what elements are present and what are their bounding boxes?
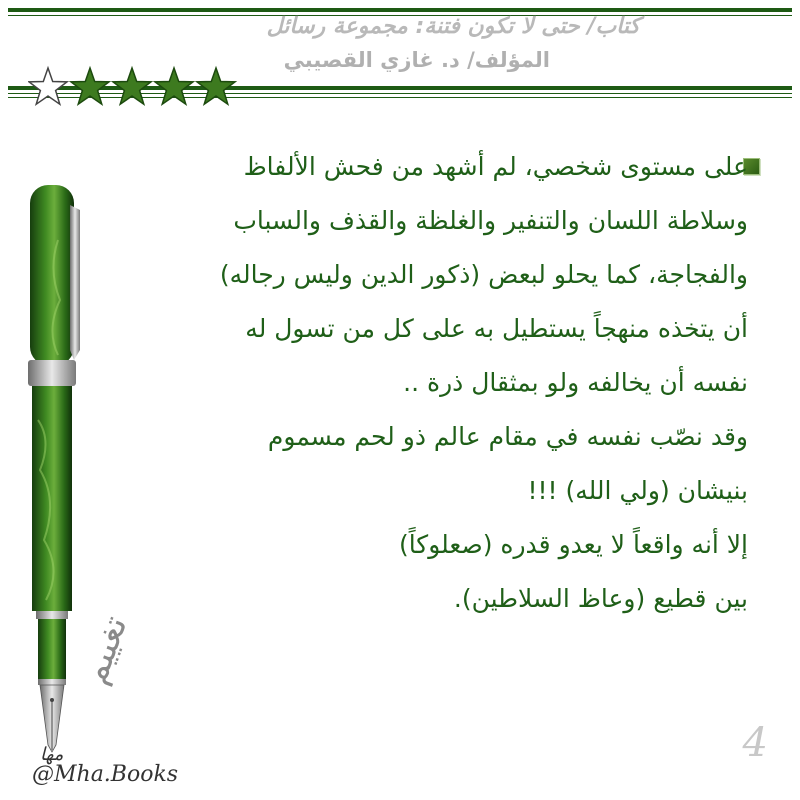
top-rule-thick — [8, 8, 792, 12]
page-number: 4 — [742, 720, 768, 766]
star-filled-icon — [71, 68, 109, 104]
body-line: وقد نصّب نفسه في مقام عالم ذو لحم مسموم — [267, 422, 748, 451]
star-filled-icon — [113, 68, 151, 104]
body-line: وسلاطة اللسان والتنفير والغلظة والقذف والسباب — [233, 206, 748, 235]
star-filled-icon — [155, 68, 193, 104]
body-line: إلا أنه واقعاً لا يعدو قدره (صعلوكاً) — [398, 530, 748, 559]
body-line: على مستوى شخصي، لم أشهد من فحش الألفاظ — [243, 152, 748, 181]
body-line: نفسه أن يخالفه ولو بمثقال ذرة .. — [403, 368, 748, 397]
body-line: أن يتخذه منهجاً يستطيل به على كل من تسول له — [245, 314, 748, 343]
star-rating — [28, 64, 238, 110]
body-line: بين قطيع (وعاظ السلاطين). — [453, 584, 748, 613]
star-filled-icon — [197, 68, 235, 104]
author-line: المؤلف/ د. غازي القصيبي — [283, 48, 550, 72]
signature: مها — [40, 744, 64, 765]
handle-text: @Mha.Books — [32, 762, 179, 787]
body-line: والفجاجة، كما يحلو لبعض (ذكور الدين وليس رجاله) — [219, 260, 748, 289]
book-title-line: كتاب/ حتى لا تكون فتنة: مجموعة رسائل — [266, 14, 640, 39]
body-text — [108, 140, 748, 626]
star-empty-icon — [29, 68, 67, 104]
decorative-text: تغييم — [74, 610, 136, 690]
body-line: بنيشان (ولي الله) !!! — [527, 476, 748, 505]
